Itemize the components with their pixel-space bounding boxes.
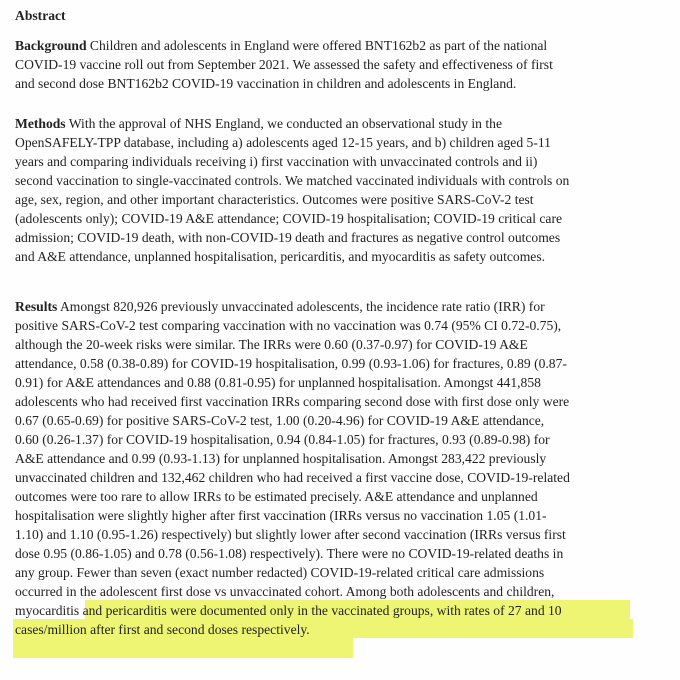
results-line-13: 1.10) and 1.10 (0.95-1.26) respectively) but slightly lower after second vaccination (IRRs versus first [15,527,566,542]
results-line-8: 0.60 (0.26-1.37) for COVID-19 hospitalisation, 0.94 (0.84-1.05) for fractures, 0.93 (0.89-0.98) for [15,432,550,447]
background-line-1 [15,36,667,55]
results-text-1: Amongst 820,926 previously unvaccinated adolescents, the incidence rate ratio (IRR) for [57,299,545,314]
results-line-16 [15,582,667,601]
results-line-15: any group. Fewer than seven (exact number redacted) COVID-19-related critical care admissions [15,565,545,580]
results-line-1 [15,297,667,316]
results-line-6: adolescents who had received first vaccination IRRs comparing second dose with first dose only were [15,394,570,409]
results-text-highlighted: in the adolescent first dose vs unvaccinated cohort. Among both adolescents and children, [65,584,555,599]
results-line-11: outcomes were too rare to allow IRRs to be estimated precisely. A&E attendance and unplanned [15,489,538,504]
methods-line-8: and A&E attendance, unplanned hospitalisation, pericarditis, and myocarditis as safety outcomes. [15,249,546,264]
background-text-1: Children and adolescents in England were offered BNT162b2 as part of the national [86,38,548,53]
methods-line-2: OpenSAFELY-TPP database, including a) adolescents aged 12-15 years, and b) children aged 5-11 [15,135,551,150]
results-line-10: unvaccinated children and 132,462 children who had received a first vaccine dose, COVID-19-related [15,470,570,485]
results-line-3: although the 20-week risks were similar. The IRRs were 0.60 (0.37-0.97) for COVID-19 A&E [15,337,528,352]
results-line-7: 0.67 (0.65-0.69) for positive SARS-CoV-2 test, 1.00 (0.20-4.96) for COVID-19 A&E attendance, [15,413,545,428]
background-line-2: COVID-19 vaccine roll out from September 2021. We assessed the safety and effectiveness of first [15,57,553,72]
methods-line-6: (adolescents only); COVID-19 A&E attendance; COVID-19 hospitalisation; COVID-19 critical care [15,211,563,226]
results-label: Results [15,299,58,314]
results-line-2: positive SARS-CoV-2 test comparing vaccination with no vaccination was 0.74 (95% CI 0.72-0.75), [15,318,562,333]
results-line-12: hospitalisation were slightly higher after first vaccination (IRRs versus no vaccination 1.05 (1.01- [15,508,547,523]
results-line-5: 0.91) for A&E attendances and 0.88 (0.81-0.95) for unplanned hospitalisation. Amongst 441,858 [15,375,541,390]
abstract-heading: Abstract [15,8,66,23]
methods-line-3: years and comparing individuals receiving i) first vaccination with unvaccinated controls and ii) [15,154,538,169]
background-label: Background [15,38,87,53]
results-line-14: dose 0.95 (0.86-1.05) and 0.78 (0.56-1.08) respectively). There were no COVID-19-related deaths in [15,546,564,561]
results-highlight-line-1: myocarditis and pericarditis were documented only in the vaccinated groups, with rates of 27 and 10 [15,603,562,618]
highlight-mark-3 [13,638,353,658]
methods-line-5: age, sex, region, and other important characteristics. Outcomes were positive SARS-CoV-2 test [15,192,534,207]
results-line-9: A&E attendance and 0.99 (0.93-1.13) for unplanned hospitalisation. Amongst 283,422 previously [15,451,547,466]
methods-label: Methods [15,116,66,131]
results-text-plain: occurred [15,584,66,599]
results-line-4: attendance, 0.58 (0.38-0.89) for COVID-19 hospitalisation, 0.99 (0.93-1.06) for fractures, 0.89 (0.87- [15,356,567,371]
background-line-3: and second dose BNT162b2 COVID-19 vaccination in children and adolescents in England. [15,76,517,91]
methods-line-4: second vaccination to single-vaccinated controls. We matched vaccinated individuals with controls on [15,173,570,188]
results-highlight-line-2: cases/million after first and second doses respectively. [15,622,310,637]
methods-line-7: admission; COVID-19 death, with non-COVID-19 death and fractures as negative control outcomes [15,230,561,245]
methods-line-1 [15,114,667,133]
methods-text-1: With the approval of NHS England, we conducted an observational study in the [65,116,502,131]
